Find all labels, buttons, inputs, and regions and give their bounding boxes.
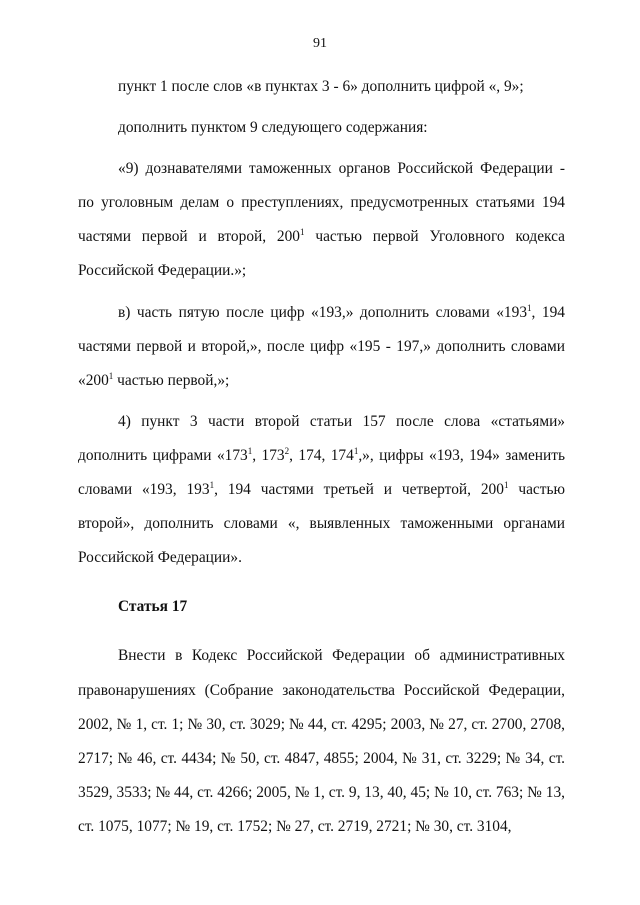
- paragraph-point-1: пункт 1 после слов «в пунктах 3 - 6» дополнить цифрой «, 9»;: [118, 78, 524, 95]
- paragraph-point-9-text: «9) дознавателями таможенных органов Российской Федерации - по уголовным делам о преступлениях, предусмотренных статьями 194 частями первой и второй, $200^1$ частью первой Уголовного кодекса Российской Федерации.»;: [78, 160, 565, 280]
- article-17-text: Внести в Кодекс Российской Федерации об административных правонарушениях (Собрание законодательства Российской Федерации, 2002, № 1, ст. 1; № 30, ст. 3029; № 44, ст. 4295; 2003, № 27, ст. 2700, 2708, 2717; № 46, ст. 4434; № 50, ст. 4847, 4855; 2004, № 31, ст. 3229; № 34, ст. 3529, 3533; № 44, ст. 4266; 2005, № 1, ст. 9, 13, 40, 45; № 10, ст. 763; № 13, ст. 1075, 1077; № 19, ст. 1752; № 27, ст. 2719, 2721; № 30, ст. 3104,: [78, 647, 565, 835]
- superscript: 1: [503, 479, 509, 490]
- article-heading: Статья 17: [118, 598, 188, 616]
- superscript: 1: [247, 445, 253, 456]
- paragraph-article-157: 4) пункт 3 части второй статьи 157 после слова «статьями» дополнить цифрами «$173^1$, $173^2$, 174, $174^1$,», цифры «193, 194» заменить словами «193, $193^1$, 194 частями третьей и четвертой, $200^1$ частью второй», дополнить словами «, выявленных таможенными органами Российской Федерации».: [78, 412, 565, 567]
- superscript: 1: [300, 227, 305, 238]
- superscript: 2: [284, 445, 290, 456]
- superscript: 1: [353, 445, 359, 456]
- paragraph-part-five: в) часть пятую после цифр «193,» дополнить словами «$193^1$, 194 частями первой и второй,», после цифр «195 - 197,» дополнить словами «$200^1$ частью первой,»;: [78, 302, 565, 389]
- superscript: 1: [209, 479, 215, 490]
- document-body: [78, 70, 565, 844]
- superscript: 1: [527, 302, 532, 313]
- page-number: 91: [313, 36, 327, 51]
- superscript: 1: [108, 370, 114, 381]
- paragraph-add-point-9: дополнить пунктом 9 следующего содержания:: [118, 119, 428, 137]
